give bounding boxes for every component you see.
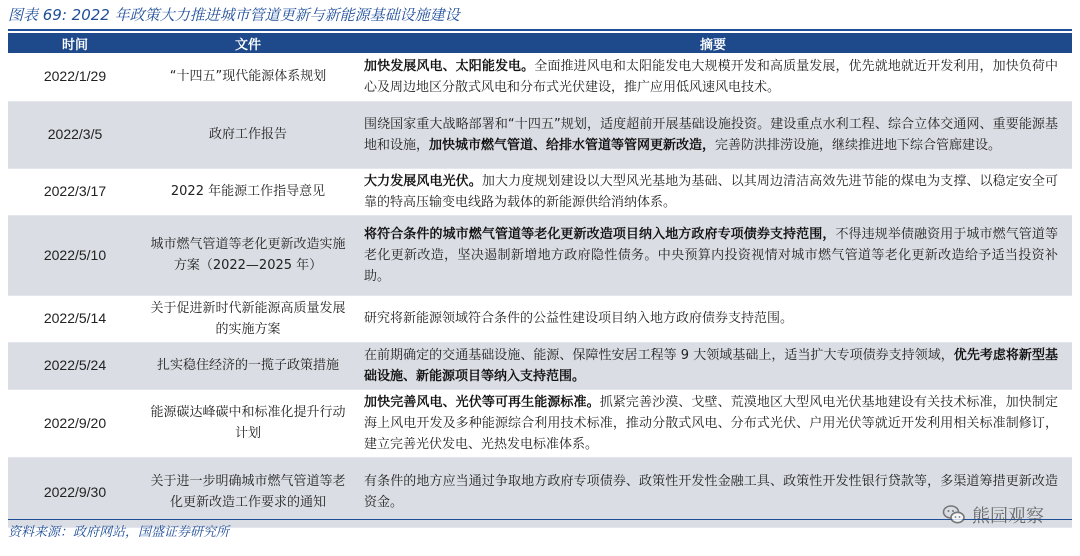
- cell-document: 关于进一步明确城市燃气管道等老化更新改造工作要求的通知: [142, 457, 354, 527]
- summary-text: 抓紧完善沙漠、戈壁、荒漠地区大型风电光伏基地建设有关技术标准，加快制定海上风电开发及多种能源综合利用技术标准，推动分散式风电、分布式光伏、户用光伏等就近开发利用相关标准制修订，建立完善光伏发电、光热发电标准体系。: [364, 394, 1058, 452]
- cell-summary: [354, 215, 1072, 295]
- summary-highlight: 大力发展风电光伏。: [364, 173, 482, 189]
- header-summary: 摘要: [354, 33, 1072, 53]
- header-date: 时间: [8, 33, 142, 53]
- cell-document: 2022 年能源工作指导意见: [142, 168, 354, 215]
- cell-document: “十四五”现代能源体系规划: [142, 53, 354, 101]
- cell-summary: [354, 53, 1072, 101]
- watermark-text: 熊园观察: [972, 506, 1044, 527]
- cell-document: 城市燃气管道等老化更新改造实施方案（2022—2025 年）: [142, 215, 354, 295]
- cell-date: 2022/9/20: [8, 389, 142, 457]
- cell-date: 2022/3/5: [8, 101, 142, 168]
- summary-text: 全面推进风电和太阳能发电大规模开发和高质量发展，优先就地就近开发利用，加快负荷中心及周边地区分散式风电和分布式光伏建设，推广应用低风速风电技术。: [364, 58, 1058, 95]
- cell-date: 2022/5/14: [8, 295, 142, 342]
- summary-highlight: 将符合条件的城市燃气管道等老化更新改造项目纳入地方政府专项债券支持范围，: [364, 226, 836, 242]
- table-row: [8, 342, 1072, 389]
- summary-highlight: 加快城市燃气管道、给排水管道等管网更新改造，: [429, 137, 716, 153]
- cell-document: 能源碳达峰碳中和标准化提升行动计划: [142, 389, 354, 457]
- cell-date: 2022/9/30: [8, 457, 142, 527]
- table-row: [8, 168, 1072, 215]
- summary-text: 加大力度规划建设以大型风光基地为基础、以其周边清洁高效先进节能的煤电为支撑、以稳定安全可靠的特高压输变电线路为载体的新能源供给消纳体系。: [364, 173, 1058, 210]
- cell-summary: [354, 168, 1072, 215]
- table-row: [8, 295, 1072, 342]
- table-body: [8, 53, 1072, 527]
- summary-text: 有条件的地方应当通过争取地方政府专项债券、政策性开发性金融工具、政策性开发性银行贷款等，多渠道筹措更新改造资金。: [364, 474, 1058, 510]
- summary-text: 不得违规举债融资用于城市燃气管道等老化更新改造，坚决遏制新增地方政府隐性债务。中央预算内投资视情对城市燃气管道等老化更新改造给予适当投资补助。: [364, 226, 1058, 284]
- summary-highlight: 优先考虑将新型基础设施、新能源项目等纳入支持范围。: [364, 347, 1058, 384]
- title-divider: [8, 29, 1072, 31]
- summary-text: 研究将新能源领域符合条件的公益性建设项目纳入地方政府债券支持范围。: [364, 311, 794, 326]
- figure-title: 图表 69: 2022 年政策大力推进城市管道更新与新能源基础设施建设: [8, 6, 460, 24]
- summary-text: 在前期确定的交通基础设施、能源、保障性安居工程等 9 大领域基础上，适当扩大专项债券支持领域，: [364, 347, 954, 363]
- cell-summary: [354, 389, 1072, 457]
- summary-highlight: 加快发展风电、太阳能发电。: [364, 58, 535, 74]
- table-header-row: [8, 33, 1072, 53]
- source-note: 资料来源：政府网站，国盛证券研究所: [8, 525, 230, 540]
- table-row: [8, 457, 1072, 527]
- cell-document: 扎实稳住经济的一揽子政策措施: [142, 342, 354, 389]
- cell-date: 2022/3/17: [8, 168, 142, 215]
- header-document: 文件: [142, 33, 354, 53]
- cell-document: 政府工作报告: [142, 101, 354, 168]
- cell-summary: [354, 342, 1072, 389]
- summary-text: 完善防洪排涝设施，继续推进地下综合管廊建设。: [715, 137, 1002, 153]
- cell-document: 关于促进新时代新能源高质量发展的实施方案: [142, 295, 354, 342]
- footer-divider: [8, 519, 1072, 520]
- table-row: [8, 215, 1072, 295]
- wechat-icon: [942, 503, 966, 527]
- summary-text: 围绕国家重大战略部署和“十四五”规划，适度超前开展基础设施投资。建设重点水利工程、综合立体交通网、重要能源基地和设施，: [364, 116, 1058, 153]
- policy-table: [8, 33, 1072, 528]
- cell-date: 2022/5/24: [8, 342, 142, 389]
- cell-date: 2022/5/10: [8, 215, 142, 295]
- table-row: [8, 101, 1072, 168]
- cell-summary: [354, 295, 1072, 342]
- table-row: [8, 389, 1072, 457]
- cell-summary: [354, 101, 1072, 168]
- cell-date: 2022/1/29: [8, 53, 142, 101]
- watermark: [942, 502, 1044, 528]
- summary-highlight: 加快完善风电、光伏等可再生能源标准。: [364, 394, 600, 410]
- table-row: [8, 53, 1072, 101]
